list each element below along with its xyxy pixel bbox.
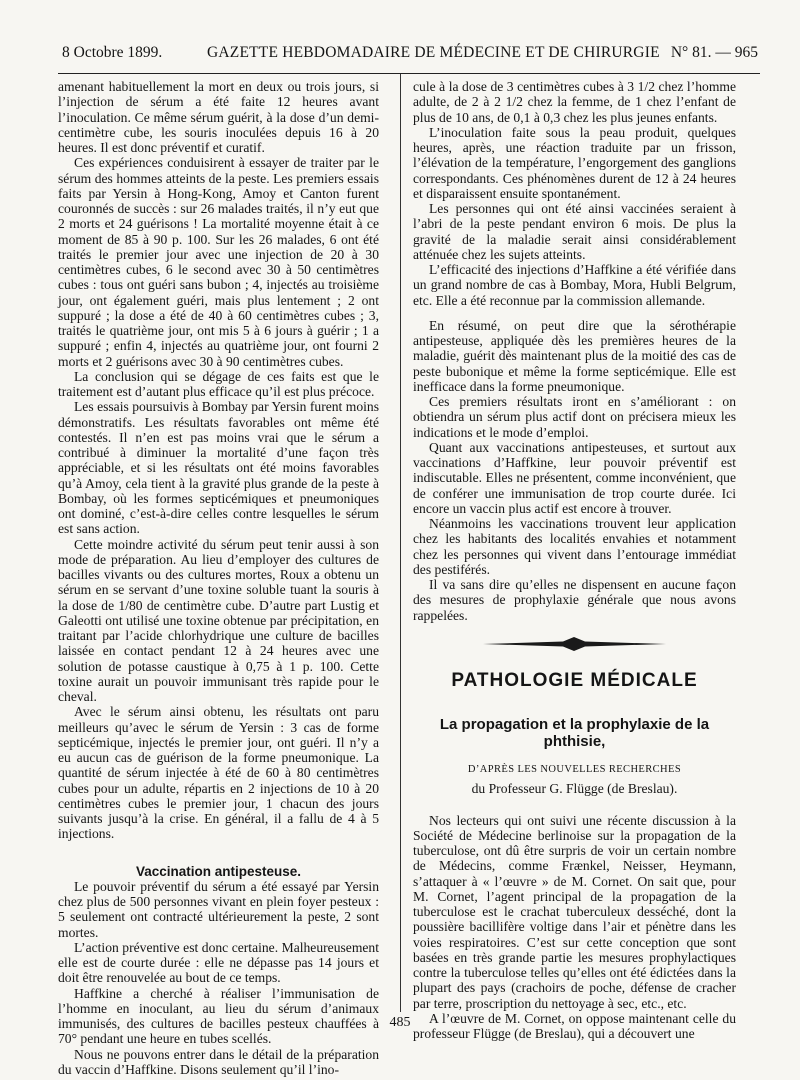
paragraph: Cette moindre activité du sérum peut tenir aussi à son mode de préparation. Au lieu d’employer des cultures de bacilles vivants ou des cultures mortes, Roux a obtenu un sérum en se servant d’une toxine soluble tuant la souris à la dose de 1/80 de centimètre cube. D’autre part Lustig et Galeotti ont utilisé une toxine obtenue par précipitation, en traitant par l’acide chlorhydrique une culture de bacilles laissée en contact pendant 12 à 24 heures avec une solution de potasse caustique à 0,75 à 1 p. 100. Cette toxine aurait un pouvoir immunisant très rapide pour le cheval. bbox=[58, 536, 379, 704]
issue-date: 8 Octobre 1899. bbox=[62, 44, 163, 61]
byline-author: du Professeur G. Flügge (de Breslau). bbox=[471, 781, 678, 797]
paragraph: cule à la dose de 3 centimètres cubes à 3 1/2 chez l’homme adulte, de 2 à 2 1/2 chez la femme, de 1 chez l’enfant de plus de 10 ans, de 0,1 à 0,3 chez les plus jeunes enfants. bbox=[413, 79, 736, 125]
paragraph: Nous ne pouvons entrer dans le détail de la préparation du vaccin d’Haffkine. Disons seulement qu’il l’ino- bbox=[58, 1046, 379, 1077]
page-number: 485 bbox=[389, 1015, 411, 1030]
subsection-heading: Vaccination antipesteuse. bbox=[135, 863, 302, 879]
paragraph: Les essais poursuivis à Bombay par Yersin furent moins démonstratifs. Les résultats favorables ont même été contestés. Il n’en est pas moins vrai que le sérum a contribué à diminuer la mortalité d’une façon très appréciable, et si les résultats ont été moins favorables qu’à Amoy, cela tient à la gravité plus grande de la peste à Bombay, où les formes septicémiques et pneumoniques ont dominé, c’est-à-dire celles contre lesquelles le sérum est sans action. bbox=[58, 399, 379, 537]
column-divider bbox=[400, 74, 401, 1012]
paragraph: Haffkine a cherché à réaliser l’immunisation de l’homme en inoculant, au lieu du sérum d’animaux immunisés, des cultures de bacilles pesteux chauffées à 70° pendant une heure en tubes scellés. bbox=[58, 985, 379, 1047]
paragraph: L’action préventive est donc certaine. Malheureusement elle est de courte durée : elle ne dépasse pas 14 jours et doit être renouvelée au bout de ce temps. bbox=[58, 939, 379, 986]
section-title: PATHOLOGIE MÉDICALE bbox=[451, 669, 698, 691]
paragraph: La conclusion qui se dégage de ces faits est que le traitement est d’autant plus efficace qu’il est plus précoce. bbox=[58, 368, 379, 399]
article-title-line: La propagation et la prophylaxie de la bbox=[439, 716, 710, 733]
paragraph: amenant habituellement la mort en deux ou trois jours, si l’injection de sérum a été faite 12 heures avant l’inoculation. Ce même sérum guérit, à la dose d’un demi-centimètre cube, les souris inoculées depuis 16 à 20 heures. Il est donc préventif et curatif. bbox=[58, 79, 379, 155]
paragraph: Ces premiers résultats iront en s’améliorant : on obtiendra un sérum plus actif dont on précisera mieux les indications et le mode d’emploi. bbox=[413, 394, 736, 440]
issue-number: N° 81. — 965 bbox=[670, 44, 758, 61]
paragraph: Ces expériences conduisirent à essayer de traiter par le sérum des hommes atteints de la peste. Les premiers essais faits par Yersin à Hong-Kong, Amoy et Canton furent couronnés de succès : sur 26 malades traités, il n’y eut que 2 morts et 24 guérisons ! La mortalité moyenne était à ce moment de 85 à 90 p. 100. Sur les 26 malades, 6 ont été traités le premier jour avec une injection de 20 à 30 centimètres cubes, 6 le second avec 30 à 50 centimètres cubes : tous ont guéri sans bubon ; 4, injectés au troisième jour, ont également guéri, mais plus lentement ; 2 ont suppuré ; la dose a été de 40 à 60 centimètres cubes ; 3, traités le quatrième jour, ont mis 5 à 6 jours à guérir ; 1 a suppuré ; enfin 4, injectés au quatrième jour, ont fourni 2 morts et 2 guérisons avec 30 à 90 centimètres cubes. bbox=[58, 155, 379, 369]
byline-caption: D’APRÈS LES NOUVELLES RECHERCHES bbox=[467, 764, 682, 775]
header-rule bbox=[58, 73, 760, 74]
left-column bbox=[58, 79, 379, 1077]
paragraph: Il va sans dire qu’elles ne dispensent en aucune façon des mesures de prophylaxie générale que nous avons rappelées. bbox=[413, 577, 736, 623]
right-column bbox=[413, 79, 736, 1041]
paragraph: A l’œuvre de M. Cornet, on oppose maintenant celle du professeur Flügge (de Breslau), qui a découvert une bbox=[413, 1010, 736, 1041]
article-title-line: phthisie, bbox=[543, 733, 606, 750]
paragraph: L’efficacité des injections d’Haffkine a été vérifiée dans un grand nombre de cas à Bombay, Mora, Hubli Belgrum, etc. Elle a été reconnue par la commission allemande. bbox=[413, 262, 736, 308]
paragraph: Néanmoins les vaccinations trouvent leur application chez les habitants des localités envahies et notamment chez les personnes qui vivent dans l’entourage immédiat des pestiférés. bbox=[413, 516, 736, 577]
paragraph: Les personnes qui ont été ainsi vaccinées seraient à l’abri de la peste pendant environ 6 mois. De plus la gravité de la maladie serait ainsi considérablement atténuée chez les sujets atteints. bbox=[413, 201, 736, 262]
running-header bbox=[62, 44, 758, 66]
paragraph: En résumé, on peut dire que la sérothérapie antipesteuse, appliquée dès les premières heures de la maladie, guérit dès maintenant plus de la moitié des cas de peste bubonique et même la forme septicémique. Elle est inefficace dans la forme pneumonique. bbox=[413, 317, 736, 394]
paragraph: Le pouvoir préventif du sérum a été essayé par Yersin chez plus de 500 personnes vivant en plein foyer pesteux : 5 seulement ont contracté ultérieurement la peste, 2 sont mortes. bbox=[58, 878, 379, 940]
article-title bbox=[413, 716, 736, 750]
paragraph: L’inoculation faite sous la peau produit, quelques heures, après, une réaction traduite par un frisson, l’élévation de la température, l’engorgement des ganglions correspondants. Ces phénomènes durent de 12 à 24 heures et disparaissent ensuite spontanément. bbox=[413, 124, 736, 201]
paragraph: Quant aux vaccinations antipesteuses, et surtout aux vaccinations d’Haffkine, leur pouvoir préventif est indiscutable. Elles ne présentent, comme inconvénient, que de conférer une immunisation de trop courte durée. Ici encore un vaccin plus actif est encore à trouver. bbox=[413, 439, 736, 516]
ornamental-divider bbox=[413, 637, 736, 651]
paragraph: Avec le sérum ainsi obtenu, les résultats ont paru meilleurs qu’avec le sérum de Yersin : 3 cas de forme septicémique, injectés le premier jour, ont guéri. Il n’y a eu aucun cas de guérison de la forme pneumonique. La quantité de sérum injectée à été de 60 à 80 centimètres cubes pour un adulte, répartis en 2 injections de 10 à 20 centimètres cubes le premier jour, 1 chacun des jours suivants jusqu’à la crise. En général, il a fallu de 4 à 5 injections. bbox=[58, 704, 379, 842]
journal-title: GAZETTE HEBDOMADAIRE DE MÉDECINE ET DE CHIRURGIE bbox=[207, 44, 660, 61]
paragraph: Nos lecteurs qui ont suivi une récente discussion à la Société de Médecine berlinoise sur la propagation de la tuberculose, ont dû être surpris de voir un certain nombre de Médecins, comme Frænkel, Neisser, Heymann, s’attaquer à « l’œuvre » de M. Cornet. On sait que, pour M. Cornet, l’agent principal de la propagation de la tuberculose est le crachat tuberculeux desséché, dont la poussière bacillifère voltige dans l’air et pénètre dans les voies respiratoires. C’est sur cette conception que sont basées en très grande partie les mesures prophylactiques contre la tuberculose telles qu’elles ont été édictées dans la plupart des pays (crachoirs de poche, défense de cracher par terre, proscription du nettoyage à sec, etc., etc. bbox=[413, 812, 736, 1011]
